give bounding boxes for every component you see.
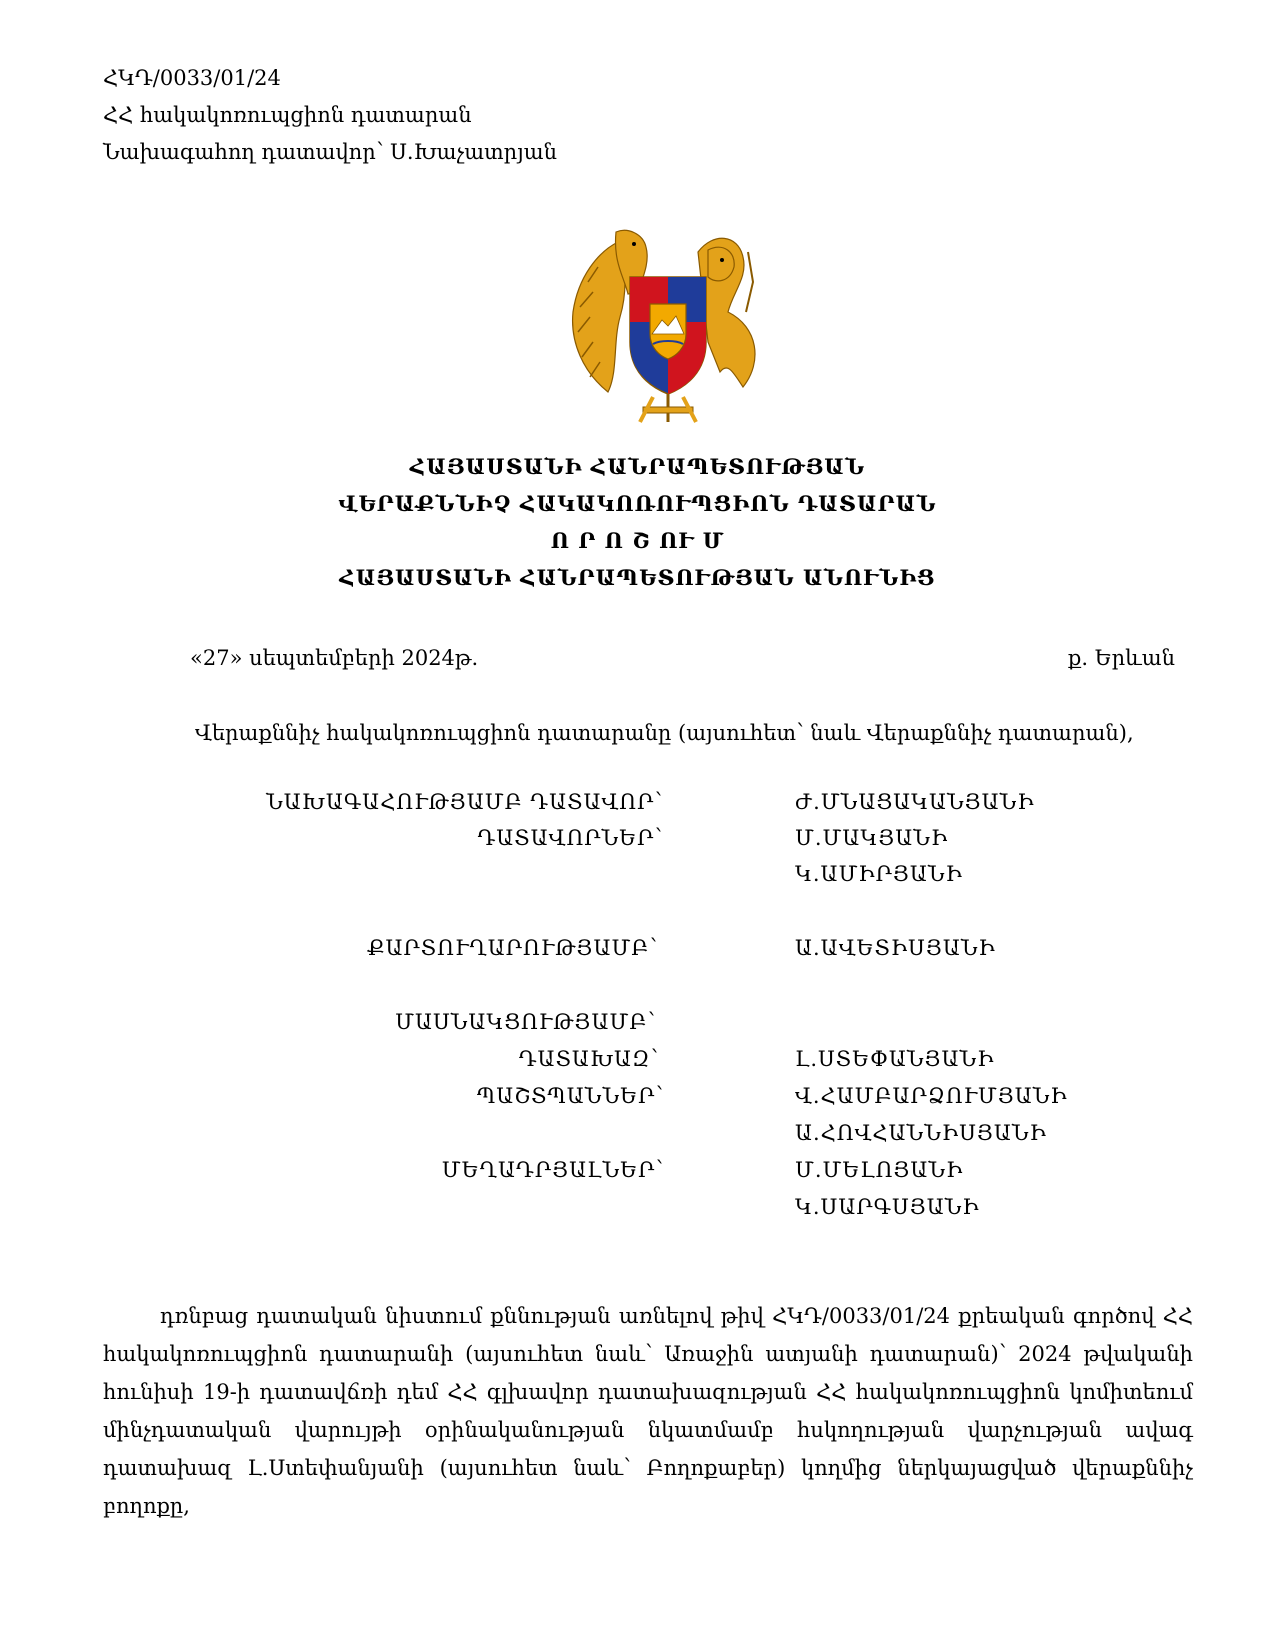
title-republic: ՀԱՅԱՍՏԱՆԻ ՀԱՆՐԱՊԵՏՈՒԹՅԱՆ — [409, 454, 866, 479]
participation-label: ՄԱՍՆԱԿՑՈՒԹՅԱՄԲ՝ — [395, 1010, 656, 1034]
judge-name-1: Մ.ՄԱԿՅԱՆԻ — [795, 826, 949, 850]
defenders-label: ՊԱՇՏՊԱՆՆԵՐ՝ — [476, 1084, 664, 1108]
title-decision: Ո Ր Ո Շ ՈՒ Մ — [550, 528, 725, 553]
document-title — [0, 448, 1275, 596]
secretary-name: Ա.ԱՎԵՏԻՍՅԱՆԻ — [795, 936, 996, 960]
body-paragraph: դռնբաց դատական նիստում քննության առնելով թիվ ՀԿԴ/0033/01/24 քրեական գործով ՀՀ հակակոռուպցիոն դատարանի (այսուհետ նաև՝ Առաջին ատյանի դատարան)՝ 2024 թվականի հունիսի 19-ի դատավճռի դեմ ՀՀ գլխավոր դատախազության ՀՀ հակակոռուպցիոն կոմիտեում մինչդատական վարույթի օրինականության նկատմամբ հսկողության վարչության ավագ դատախազ Լ.Ստեփանյանի (այսուհետ նաև՝ Բողոքաբեր) կողմից ներկայացված վերաքննիչ բողոքը, — [103, 1304, 1193, 1518]
decision-date: «27» սեպտեմբերի 2024թ. — [190, 646, 479, 670]
presiding-name: Ժ.ՄՆԱՑԱԿԱՆՅԱՆԻ — [795, 790, 1035, 814]
defender-name-1: Վ.ՀԱՄԲԱՐՁՈՒՄՅԱՆԻ — [795, 1084, 1068, 1108]
prosecutor-name: Լ.ՍՏԵՓԱՆՅԱՆԻ — [795, 1047, 995, 1071]
judge-name-2: Կ.ԱՄԻՐՅԱՆԻ — [795, 862, 963, 886]
accused-label: ՄԵՂԱԴՐՅԱԼՆԵՐ՝ — [441, 1158, 664, 1182]
accused-name-2: Կ.ՍԱՐԳՍՅԱՆԻ — [795, 1195, 980, 1219]
coat-of-arms-emblem — [558, 222, 778, 432]
prosecutor-label: ԴԱՏԱԽԱԶ՝ — [518, 1047, 659, 1071]
presiding-judge-line: Նախագահող դատավոր՝ Ս.Խաչատրյան — [103, 140, 557, 164]
court-name: ՀՀ հակակոռուպցիոն դատարան — [103, 103, 472, 127]
case-number: ՀԿԴ/0033/01/24 — [103, 66, 281, 90]
document-header — [103, 60, 557, 171]
presiding-label: ՆԱԽԱԳԱՀՈՒԹՅԱՄԲ ԴԱՏԱՎՈՐ՝ — [266, 790, 663, 814]
accused-name-1: Մ.ՄԵԼՈՅԱՆԻ — [795, 1158, 964, 1182]
title-in-name-of: ՀԱՅԱՍՏԱՆԻ ՀԱՆՐԱՊԵՏՈՒԹՅԱՆ ԱՆՈՒՆԻՑ — [339, 565, 936, 590]
title-court: ՎԵՐԱՔՆՆԻՉ ՀԱԿԱԿՈՌՈՒՊՑԻՈՆ ԴԱՏԱՐԱՆ — [338, 491, 937, 516]
defender-name-2: Ա.ՀՈՎՀԱՆՆԻՍՅԱՆԻ — [795, 1121, 1047, 1145]
intro-sentence: Վերաքննիչ հակակոռուպցիոն դատարանը (այսուհետ՝ նաև Վերաքննիչ դատարան), — [195, 721, 1134, 745]
decision-city: ք. Երևան — [1068, 646, 1175, 670]
judges-label: ԴԱՏԱՎՈՐՆԵՐ՝ — [477, 826, 663, 850]
secretary-label: ՔԱՐՏՈՒՂԱՐՈՒԹՅԱՄԲ՝ — [366, 936, 658, 960]
